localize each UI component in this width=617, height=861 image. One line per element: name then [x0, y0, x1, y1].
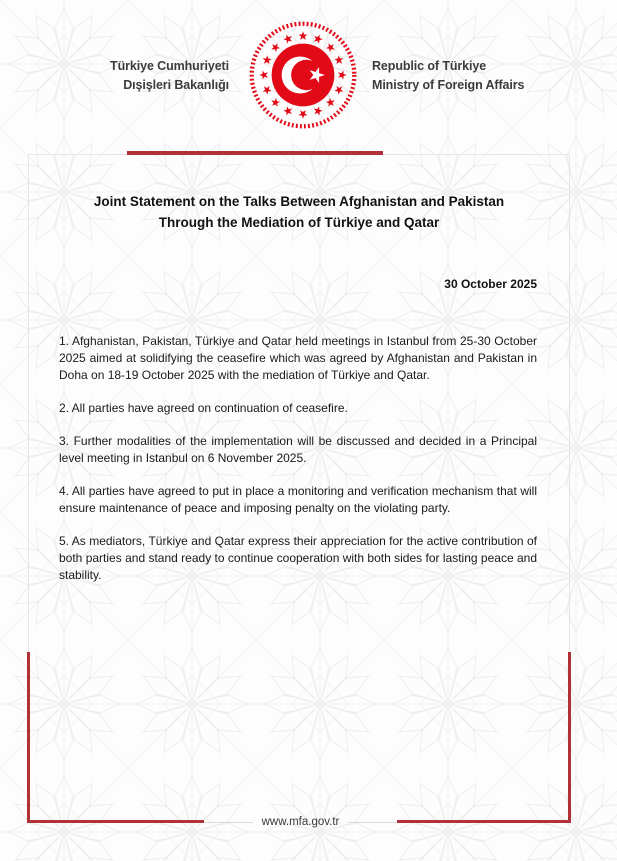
footer — [204, 813, 397, 831]
footer-divider-left — [204, 822, 253, 823]
statement-title-line1: Joint Statement on the Talks Between Afghanistan and Pakistan — [93, 194, 505, 209]
ministry-name-english-line2: Ministry of Foreign Affairs — [372, 78, 525, 92]
ministry-name-turkish-line1: Türkiye Cumhuriyeti — [110, 59, 229, 73]
ministry-name-english-line1: Republic of Türkiye — [372, 59, 487, 73]
statement-body — [59, 333, 537, 584]
footer-website: www.mfa.gov.tr — [261, 816, 340, 828]
red-accent-bottom-right — [397, 820, 571, 823]
red-accent-right-border — [568, 652, 571, 823]
footer-divider-right — [348, 822, 397, 823]
ministry-name-english — [372, 57, 524, 95]
red-accent-left-border — [27, 652, 30, 823]
red-accent-bottom-left — [27, 820, 204, 823]
statement-title — [49, 191, 549, 233]
statement-frame — [28, 154, 570, 828]
statement-title-line2: Through the Mediation of Türkiye and Qatar — [158, 215, 440, 230]
statement-paragraph-1: 1. Afghanistan, Pakistan, Türkiye and Qatar held meetings in Istanbul from 25-30 October 2025 aimed at solidifying the ceasefire which was agreed by Afghanistan and Pakistan in Doha on 18-19 October 2025 with the mediation of Türkiye and Qatar. — [59, 334, 537, 382]
ministry-name-turkish-line2: Dışişleri Bakanlığı — [123, 78, 229, 92]
statement-paragraph-3: 3. Further modalities of the implementation will be discussed and decided in a Principal level meeting in Istanbul on 6 November 2025. — [59, 434, 537, 465]
mfa-emblem-icon — [246, 18, 360, 132]
statement-paragraph-2: 2. All parties have agreed on continuation of ceasefire. — [59, 401, 348, 415]
ministry-name-turkish — [110, 57, 229, 95]
statement-paragraph-5: 5. As mediators, Türkiye and Qatar express their appreciation for the active contribution of both parties and stand ready to continue cooperation with both sides for lasting peace and stability. — [59, 534, 537, 582]
red-accent-top-bar — [127, 151, 383, 155]
statement-date: 30 October 2025 — [444, 277, 537, 291]
statement-paragraph-4: 4. All parties have agreed to put in place a monitoring and verification mechanism that will ensure maintenance of peace and imposing penalty on the violating party. — [59, 484, 537, 515]
